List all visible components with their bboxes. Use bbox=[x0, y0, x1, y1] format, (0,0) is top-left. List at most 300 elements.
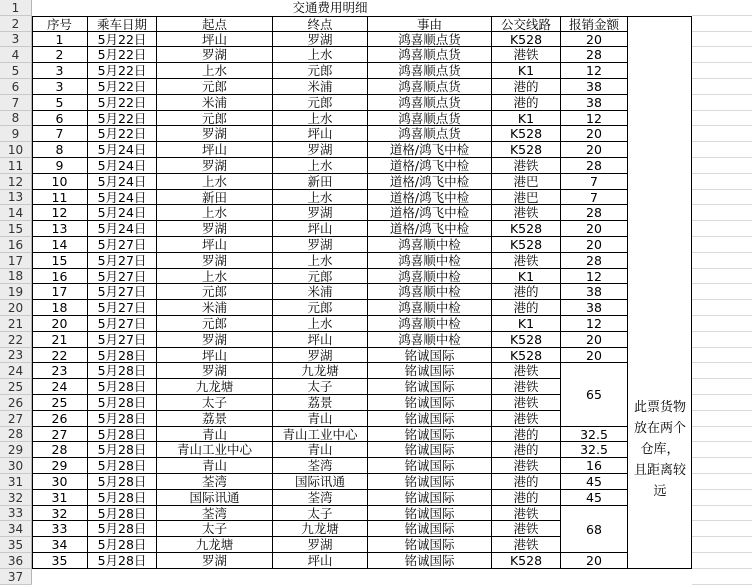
table-cell[interactable]: 铭诚国际 bbox=[368, 458, 492, 474]
amount-cell[interactable]: 20 bbox=[561, 142, 628, 158]
row-number[interactable]: 36 bbox=[0, 553, 32, 569]
table-cell[interactable]: 12 bbox=[32, 205, 88, 221]
amount-cell[interactable]: 45 bbox=[561, 490, 628, 506]
gridline bbox=[692, 78, 752, 79]
table-cell[interactable]: 29 bbox=[32, 458, 88, 474]
table-cell[interactable]: 坪山 bbox=[273, 332, 368, 348]
table-cell[interactable]: 国际讯通 bbox=[273, 474, 368, 490]
row-number[interactable]: 11 bbox=[0, 158, 32, 174]
table-cell[interactable]: 5月28日 bbox=[88, 379, 157, 395]
row-number[interactable]: 10 bbox=[0, 142, 32, 158]
table-cell[interactable]: 24 bbox=[32, 379, 88, 395]
table-cell[interactable]: 青山工业中心 bbox=[157, 442, 273, 458]
table-cell[interactable]: 5月28日 bbox=[88, 348, 157, 363]
amount-cell[interactable]: 12 bbox=[561, 63, 628, 79]
table-cell[interactable]: 28 bbox=[32, 442, 88, 458]
table-cell[interactable]: 27 bbox=[32, 427, 88, 442]
amount-cell[interactable]: 7 bbox=[561, 174, 628, 190]
table-cell[interactable]: 5月22日 bbox=[88, 95, 157, 111]
table-cell[interactable]: 5 bbox=[32, 95, 88, 111]
column-header[interactable]: 事由 bbox=[368, 16, 492, 32]
row-number[interactable]: 25 bbox=[0, 379, 32, 395]
row-number[interactable]: 21 bbox=[0, 316, 32, 332]
table-left-border bbox=[32, 16, 33, 569]
gridline bbox=[692, 283, 752, 284]
table-cell[interactable]: K528 bbox=[492, 553, 561, 569]
table-cell[interactable]: K528 bbox=[492, 348, 561, 363]
table-cell[interactable]: 5月24日 bbox=[88, 205, 157, 221]
table-cell[interactable]: 上水 bbox=[273, 190, 368, 205]
table-cell[interactable]: 港巴 bbox=[492, 174, 561, 190]
table-cell[interactable]: 20 bbox=[32, 316, 88, 332]
table-cell[interactable]: 荃湾 bbox=[273, 490, 368, 506]
amount-cell[interactable]: 20 bbox=[561, 126, 628, 142]
table-cell[interactable]: 5月28日 bbox=[88, 553, 157, 569]
table-cell[interactable]: 10 bbox=[32, 174, 88, 190]
table-cell[interactable]: 5月24日 bbox=[88, 158, 157, 174]
row-number[interactable]: 1 bbox=[0, 0, 32, 16]
gridline bbox=[692, 441, 752, 442]
table-cell[interactable]: 5月22日 bbox=[88, 79, 157, 95]
amount-cell[interactable]: 20 bbox=[561, 221, 628, 237]
gridline bbox=[692, 378, 752, 379]
table-cell[interactable]: 26 bbox=[32, 411, 88, 427]
table-cell[interactable]: 罗湖 bbox=[273, 205, 368, 221]
table-cell[interactable]: 5月28日 bbox=[88, 395, 157, 411]
table-cell[interactable]: K528 bbox=[492, 237, 561, 253]
table-cell[interactable]: 罗湖 bbox=[273, 237, 368, 253]
column-header[interactable]: 乘车日期 bbox=[88, 16, 157, 32]
row-number[interactable]: 9 bbox=[0, 126, 32, 142]
amount-cell[interactable]: 32.5 bbox=[561, 442, 628, 458]
table-cell[interactable]: 2 bbox=[32, 47, 88, 63]
table-cell[interactable]: 铭诚国际 bbox=[368, 363, 492, 379]
table-cell[interactable]: 坪山 bbox=[157, 32, 273, 47]
row-number[interactable]: 20 bbox=[0, 300, 32, 316]
table-cell[interactable]: 5月27日 bbox=[88, 332, 157, 348]
gridline bbox=[692, 157, 752, 158]
table-cell[interactable]: 5月24日 bbox=[88, 142, 157, 158]
table-cell[interactable]: 5月28日 bbox=[88, 506, 157, 521]
table-cell[interactable]: 青山 bbox=[157, 458, 273, 474]
table-cell[interactable]: 5月22日 bbox=[88, 63, 157, 79]
amount-cell[interactable]: 20 bbox=[561, 348, 628, 363]
amount-cell[interactable]: 32.5 bbox=[561, 427, 628, 442]
table-cell[interactable]: 鸿喜顺点货 bbox=[368, 126, 492, 142]
column-header[interactable]: 公交线路 bbox=[492, 16, 561, 32]
table-cell[interactable]: 鸿喜顺中检 bbox=[368, 316, 492, 332]
table-cell[interactable]: 5月24日 bbox=[88, 221, 157, 237]
row-number[interactable]: 30 bbox=[0, 458, 32, 474]
table-cell[interactable]: 铭诚国际 bbox=[368, 348, 492, 363]
row-number[interactable]: 7 bbox=[0, 95, 32, 111]
row-number[interactable]: 26 bbox=[0, 395, 32, 411]
table-cell[interactable]: 5月28日 bbox=[88, 427, 157, 442]
table-cell[interactable]: 太子 bbox=[273, 506, 368, 521]
table-cell[interactable]: 5月28日 bbox=[88, 537, 157, 553]
gridline bbox=[692, 362, 752, 363]
amount-cell[interactable]: 38 bbox=[561, 300, 628, 316]
table-cell[interactable]: 铭诚国际 bbox=[368, 395, 492, 411]
table-cell[interactable]: 港的 bbox=[492, 427, 561, 442]
table-cell[interactable]: 上水 bbox=[273, 111, 368, 126]
table-cell[interactable]: 上水 bbox=[157, 63, 273, 79]
column-header[interactable]: 起点 bbox=[157, 16, 273, 32]
table-cell[interactable]: K528 bbox=[492, 221, 561, 237]
table-cell[interactable]: 铭诚国际 bbox=[368, 379, 492, 395]
row-number[interactable]: 33 bbox=[0, 506, 32, 521]
amount-cell[interactable]: 12 bbox=[561, 269, 628, 284]
table-cell[interactable]: 坪山 bbox=[157, 237, 273, 253]
table-cell[interactable]: 鸿喜顺中检 bbox=[368, 269, 492, 284]
row-number[interactable]: 34 bbox=[0, 521, 32, 537]
table-cell[interactable]: 5月24日 bbox=[88, 190, 157, 205]
table-cell[interactable]: K1 bbox=[492, 316, 561, 332]
table-cell[interactable]: 上水 bbox=[157, 174, 273, 190]
row-number[interactable]: 8 bbox=[0, 111, 32, 126]
table-cell[interactable]: 港铁 bbox=[492, 411, 561, 427]
table-cell[interactable]: 鸿喜顺中检 bbox=[368, 237, 492, 253]
row-number[interactable]: 18 bbox=[0, 269, 32, 284]
table-cell[interactable]: 18 bbox=[32, 300, 88, 316]
table-cell[interactable]: K528 bbox=[492, 126, 561, 142]
row-number[interactable]: 12 bbox=[0, 174, 32, 190]
table-cell[interactable]: 荔景 bbox=[157, 411, 273, 427]
merged-amount-cell[interactable]: 68 bbox=[561, 506, 628, 553]
table-cell[interactable]: 16 bbox=[32, 269, 88, 284]
table-cell[interactable]: 13 bbox=[32, 221, 88, 237]
row-number[interactable]: 14 bbox=[0, 205, 32, 221]
row-number[interactable]: 5 bbox=[0, 63, 32, 79]
table-cell[interactable]: 坪山 bbox=[157, 142, 273, 158]
row-number[interactable]: 28 bbox=[0, 427, 32, 442]
table-cell[interactable]: 太子 bbox=[157, 395, 273, 411]
table-cell[interactable]: 25 bbox=[32, 395, 88, 411]
table-cell[interactable]: 荔景 bbox=[273, 395, 368, 411]
amount-cell[interactable]: 20 bbox=[561, 553, 628, 569]
table-cell[interactable]: 鸿喜顺点货 bbox=[368, 63, 492, 79]
table-cell[interactable]: 九龙塘 bbox=[273, 363, 368, 379]
table-cell[interactable]: 5月28日 bbox=[88, 521, 157, 537]
table-cell[interactable]: 21 bbox=[32, 332, 88, 348]
table-cell[interactable]: 道格/鸿飞中检 bbox=[368, 205, 492, 221]
table-cell[interactable]: 港铁 bbox=[492, 158, 561, 174]
table-cell[interactable]: 8 bbox=[32, 142, 88, 158]
gridline bbox=[692, 220, 752, 221]
table-cell[interactable]: 道格/鸿飞中检 bbox=[368, 221, 492, 237]
row-number[interactable]: 23 bbox=[0, 348, 32, 363]
table-cell[interactable]: 23 bbox=[32, 363, 88, 379]
row-number[interactable]: 19 bbox=[0, 284, 32, 300]
table-cell[interactable]: 港铁 bbox=[492, 379, 561, 395]
table-cell[interactable]: 港铁 bbox=[492, 521, 561, 537]
table-cell[interactable]: 1 bbox=[32, 32, 88, 47]
table-cell[interactable]: 罗湖 bbox=[157, 332, 273, 348]
table-cell[interactable]: 元郎 bbox=[273, 269, 368, 284]
table-cell[interactable]: 5月22日 bbox=[88, 32, 157, 47]
table-cell[interactable]: 荃湾 bbox=[157, 474, 273, 490]
gridline bbox=[692, 520, 752, 521]
table-cell[interactable]: K1 bbox=[492, 269, 561, 284]
table-cell[interactable]: 17 bbox=[32, 284, 88, 300]
table-cell[interactable]: 港铁 bbox=[492, 363, 561, 379]
table-cell[interactable]: 罗湖 bbox=[273, 537, 368, 553]
table-cell[interactable]: 6 bbox=[32, 111, 88, 126]
gridline bbox=[692, 252, 752, 253]
amount-cell[interactable]: 12 bbox=[561, 316, 628, 332]
table-cell[interactable]: 5月28日 bbox=[88, 363, 157, 379]
table-cell[interactable]: 罗湖 bbox=[273, 32, 368, 47]
table-cell[interactable]: 32 bbox=[32, 506, 88, 521]
table-cell[interactable]: 铭诚国际 bbox=[368, 553, 492, 569]
table-cell[interactable]: 港铁 bbox=[492, 395, 561, 411]
table-cell[interactable]: 罗湖 bbox=[157, 553, 273, 569]
table-cell[interactable]: 上水 bbox=[273, 47, 368, 63]
table-cell[interactable]: 上水 bbox=[273, 253, 368, 269]
gridline bbox=[692, 110, 752, 111]
table-cell[interactable]: 元郎 bbox=[273, 300, 368, 316]
table-cell[interactable]: 上水 bbox=[157, 205, 273, 221]
table-cell[interactable]: 港的 bbox=[492, 95, 561, 111]
amount-cell[interactable]: 20 bbox=[561, 237, 628, 253]
amount-cell[interactable]: 20 bbox=[561, 332, 628, 348]
table-cell[interactable]: 5月22日 bbox=[88, 111, 157, 126]
row-number[interactable]: 3 bbox=[0, 32, 32, 47]
table-cell[interactable]: 港的 bbox=[492, 79, 561, 95]
amount-cell[interactable]: 28 bbox=[561, 47, 628, 63]
table-cell[interactable]: 九龙塘 bbox=[273, 521, 368, 537]
table-cell[interactable]: 港铁 bbox=[492, 253, 561, 269]
row-number[interactable]: 31 bbox=[0, 474, 32, 490]
table-cell[interactable]: 坪山 bbox=[273, 553, 368, 569]
gridline bbox=[692, 489, 752, 490]
table-cell[interactable]: 罗湖 bbox=[157, 363, 273, 379]
table-cell[interactable]: K1 bbox=[492, 111, 561, 126]
gridline bbox=[692, 173, 752, 174]
amount-cell[interactable]: 12 bbox=[561, 111, 628, 126]
amount-cell[interactable]: 20 bbox=[561, 32, 628, 47]
table-cell[interactable]: 铭诚国际 bbox=[368, 537, 492, 553]
amount-cell[interactable]: 45 bbox=[561, 474, 628, 490]
table-cell[interactable]: 道格/鸿飞中检 bbox=[368, 190, 492, 205]
gridline bbox=[692, 189, 752, 190]
table-cell[interactable]: 道格/鸿飞中检 bbox=[368, 142, 492, 158]
table-cell[interactable]: 5月27日 bbox=[88, 284, 157, 300]
table-cell[interactable]: 3 bbox=[32, 79, 88, 95]
row-number[interactable]: 27 bbox=[0, 411, 32, 427]
table-cell[interactable]: 鸿喜顺中检 bbox=[368, 300, 492, 316]
table-cell[interactable]: 元郎 bbox=[157, 284, 273, 300]
table-cell[interactable]: 港的 bbox=[492, 490, 561, 506]
row-number[interactable]: 13 bbox=[0, 190, 32, 205]
table-cell[interactable]: 太子 bbox=[157, 521, 273, 537]
table-cell[interactable]: 太子 bbox=[273, 379, 368, 395]
table-cell[interactable]: 35 bbox=[32, 553, 88, 569]
table-cell[interactable]: 坪山 bbox=[273, 221, 368, 237]
gridline bbox=[692, 457, 752, 458]
table-cell[interactable]: 港的 bbox=[492, 442, 561, 458]
table-cell[interactable]: 青山 bbox=[273, 442, 368, 458]
table-cell[interactable]: 坪山 bbox=[273, 126, 368, 142]
row-number[interactable]: 6 bbox=[0, 79, 32, 95]
table-cell[interactable]: 31 bbox=[32, 490, 88, 506]
amount-cell[interactable]: 16 bbox=[561, 458, 628, 474]
note-text[interactable]: 此票货物 放在两个 仓库， 且距离较 远 bbox=[633, 400, 686, 499]
table-cell[interactable]: K528 bbox=[492, 142, 561, 158]
table-cell[interactable]: 铭诚国际 bbox=[368, 411, 492, 427]
table-cell[interactable]: 港铁 bbox=[492, 205, 561, 221]
gridline bbox=[692, 15, 752, 16]
table-cell[interactable]: 14 bbox=[32, 237, 88, 253]
table-cell[interactable]: 5月22日 bbox=[88, 126, 157, 142]
table-cell[interactable]: 5月24日 bbox=[88, 174, 157, 190]
column-header[interactable]: 报销金额 bbox=[561, 16, 628, 32]
table-cell[interactable]: 上水 bbox=[157, 269, 273, 284]
table-cell[interactable]: 铭诚国际 bbox=[368, 474, 492, 490]
table-cell[interactable]: 铭诚国际 bbox=[368, 521, 492, 537]
table-cell[interactable]: 上水 bbox=[273, 316, 368, 332]
table-cell[interactable]: 港的 bbox=[492, 474, 561, 490]
amount-cell[interactable]: 28 bbox=[561, 158, 628, 174]
table-cell[interactable]: K528 bbox=[492, 332, 561, 348]
gridline bbox=[692, 536, 752, 537]
table-cell[interactable]: 米浦 bbox=[157, 300, 273, 316]
table-cell[interactable]: 鸿喜顺中检 bbox=[368, 332, 492, 348]
table-cell[interactable]: 元郎 bbox=[157, 111, 273, 126]
table-cell[interactable]: 荃湾 bbox=[273, 458, 368, 474]
table-cell[interactable]: 新田 bbox=[157, 190, 273, 205]
table-cell[interactable]: 元郎 bbox=[157, 316, 273, 332]
merged-amount-cell[interactable]: 65 bbox=[561, 363, 628, 427]
table-cell[interactable]: 5月28日 bbox=[88, 411, 157, 427]
row-number[interactable]: 37 bbox=[0, 569, 32, 585]
row-number[interactable]: 35 bbox=[0, 537, 32, 553]
table-cell[interactable]: 鸿喜顺中检 bbox=[368, 253, 492, 269]
table-cell[interactable]: 22 bbox=[32, 348, 88, 363]
table-cell[interactable]: 罗湖 bbox=[273, 142, 368, 158]
table-cell[interactable]: 5月28日 bbox=[88, 442, 157, 458]
row-number[interactable]: 24 bbox=[0, 363, 32, 379]
table-cell[interactable]: 青山 bbox=[157, 427, 273, 442]
table-cell[interactable]: 港的 bbox=[492, 300, 561, 316]
table-cell[interactable]: 5月28日 bbox=[88, 490, 157, 506]
row-number[interactable]: 32 bbox=[0, 490, 32, 506]
table-cell[interactable]: 道格/鸿飞中检 bbox=[368, 174, 492, 190]
table-cell[interactable]: 罗湖 bbox=[273, 348, 368, 363]
table-cell[interactable]: 坪山 bbox=[157, 348, 273, 363]
table-cell[interactable]: 30 bbox=[32, 474, 88, 490]
table-cell[interactable]: 罗湖 bbox=[157, 158, 273, 174]
sheet-title[interactable]: 交通费用明细 bbox=[292, 0, 368, 15]
table-cell[interactable]: 米浦 bbox=[157, 95, 273, 111]
table-cell[interactable]: 元郎 bbox=[273, 95, 368, 111]
table-cell[interactable]: 青山 bbox=[273, 411, 368, 427]
row-number[interactable]: 2 bbox=[0, 16, 32, 32]
table-cell[interactable]: 九龙塘 bbox=[157, 537, 273, 553]
amount-cell[interactable]: 38 bbox=[561, 95, 628, 111]
column-header[interactable]: 终点 bbox=[273, 16, 368, 32]
table-cell[interactable]: 港铁 bbox=[492, 458, 561, 474]
row-number[interactable]: 29 bbox=[0, 442, 32, 458]
table-cell[interactable]: 罗湖 bbox=[157, 253, 273, 269]
table-cell[interactable]: 34 bbox=[32, 537, 88, 553]
table-cell[interactable]: 鸿喜顺点货 bbox=[368, 32, 492, 47]
amount-cell[interactable]: 7 bbox=[561, 190, 628, 205]
gridline bbox=[692, 268, 752, 269]
table-cell[interactable]: 港的 bbox=[492, 284, 561, 300]
table-cell[interactable]: 道格/鸿飞中检 bbox=[368, 158, 492, 174]
table-cell[interactable]: 国际讯通 bbox=[157, 490, 273, 506]
row-number[interactable]: 22 bbox=[0, 332, 32, 348]
column-header[interactable]: 序号 bbox=[32, 16, 88, 32]
table-cell[interactable]: 鸿喜顺点货 bbox=[368, 47, 492, 63]
amount-cell[interactable]: 28 bbox=[561, 205, 628, 221]
table-cell[interactable]: 罗湖 bbox=[157, 221, 273, 237]
amount-cell[interactable]: 38 bbox=[561, 79, 628, 95]
table-cell[interactable]: 9 bbox=[32, 158, 88, 174]
table-cell[interactable]: 上水 bbox=[273, 158, 368, 174]
table-cell[interactable]: 鸿喜顺点货 bbox=[368, 111, 492, 126]
gridline bbox=[692, 125, 752, 126]
table-cell[interactable]: 新田 bbox=[273, 174, 368, 190]
table-cell[interactable]: 铭诚国际 bbox=[368, 427, 492, 442]
table-cell[interactable]: 港铁 bbox=[492, 537, 561, 553]
row-number[interactable]: 4 bbox=[0, 47, 32, 63]
row-number[interactable]: 17 bbox=[0, 253, 32, 269]
table-cell[interactable]: 11 bbox=[32, 190, 88, 205]
table-cell[interactable]: 3 bbox=[32, 63, 88, 79]
table-cell[interactable]: 铭诚国际 bbox=[368, 506, 492, 521]
amount-cell[interactable]: 28 bbox=[561, 253, 628, 269]
gridline bbox=[692, 394, 752, 395]
row-number[interactable]: 16 bbox=[0, 237, 32, 253]
table-cell[interactable]: 鸿喜顺中检 bbox=[368, 284, 492, 300]
table-cell[interactable]: 5月22日 bbox=[88, 47, 157, 63]
table-cell[interactable]: 鸿喜顺点货 bbox=[368, 79, 492, 95]
table-cell[interactable]: 5月28日 bbox=[88, 474, 157, 490]
table-cell[interactable]: 5月27日 bbox=[88, 269, 157, 284]
table-cell[interactable]: 荃湾 bbox=[157, 506, 273, 521]
table-cell[interactable]: 米浦 bbox=[273, 284, 368, 300]
table-cell[interactable]: 元郎 bbox=[157, 79, 273, 95]
table-cell[interactable]: 5月27日 bbox=[88, 316, 157, 332]
table-cell[interactable]: 港铁 bbox=[492, 506, 561, 521]
table-cell[interactable]: K528 bbox=[492, 32, 561, 47]
table-cell[interactable]: 罗湖 bbox=[157, 47, 273, 63]
gridline bbox=[692, 236, 752, 237]
row-number[interactable]: 15 bbox=[0, 221, 32, 237]
table-cell[interactable]: 5月27日 bbox=[88, 253, 157, 269]
table-cell[interactable]: 港巴 bbox=[492, 190, 561, 205]
table-cell[interactable]: 罗湖 bbox=[157, 126, 273, 142]
table-cell[interactable]: 元郎 bbox=[273, 63, 368, 79]
table-cell[interactable]: 米浦 bbox=[273, 79, 368, 95]
table-cell[interactable]: 九龙塘 bbox=[157, 379, 273, 395]
table-cell[interactable]: 铭诚国际 bbox=[368, 490, 492, 506]
table-cell[interactable]: 铭诚国际 bbox=[368, 442, 492, 458]
table-cell[interactable]: K1 bbox=[492, 63, 561, 79]
table-cell[interactable]: 5月27日 bbox=[88, 300, 157, 316]
table-cell[interactable]: 5月27日 bbox=[88, 237, 157, 253]
table-cell[interactable]: 鸿喜顺点货 bbox=[368, 95, 492, 111]
table-cell[interactable]: 7 bbox=[32, 126, 88, 142]
table-cell[interactable]: 15 bbox=[32, 253, 88, 269]
table-cell[interactable]: 33 bbox=[32, 521, 88, 537]
table-cell[interactable]: 青山工业中心 bbox=[273, 427, 368, 442]
amount-cell[interactable]: 38 bbox=[561, 284, 628, 300]
table-cell[interactable]: 5月28日 bbox=[88, 458, 157, 474]
table-cell[interactable]: 港铁 bbox=[492, 47, 561, 63]
